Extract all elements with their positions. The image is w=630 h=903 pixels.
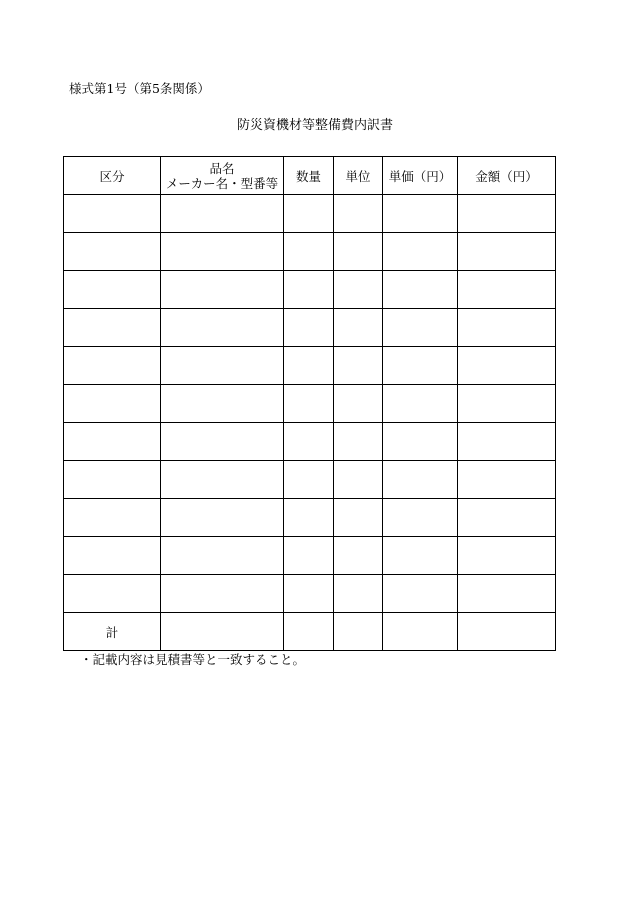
cell-quantity[interactable] [284, 195, 334, 233]
table-row [64, 309, 556, 347]
cell-category[interactable] [64, 385, 161, 423]
cell-category[interactable] [64, 233, 161, 271]
cell-item[interactable] [161, 271, 284, 309]
cell-unit[interactable] [334, 537, 383, 575]
expense-breakdown-table [63, 156, 556, 651]
cell-item[interactable] [161, 309, 284, 347]
cell-unit[interactable] [334, 385, 383, 423]
cell-unit[interactable] [334, 423, 383, 461]
cell-category[interactable] [64, 309, 161, 347]
cell-amount[interactable] [458, 347, 556, 385]
cell-unit-price[interactable] [383, 575, 458, 613]
cell-amount[interactable] [458, 537, 556, 575]
header-item-name-stack [161, 161, 283, 191]
table-header-row [64, 157, 556, 195]
cell-category[interactable] [64, 347, 161, 385]
total-row [64, 613, 556, 651]
cell-category[interactable] [64, 461, 161, 499]
table-row [64, 195, 556, 233]
cell-amount[interactable] [458, 499, 556, 537]
table-row [64, 271, 556, 309]
cell-unit-price[interactable] [383, 309, 458, 347]
total-cell-amount[interactable] [458, 613, 556, 651]
cell-quantity[interactable] [284, 271, 334, 309]
total-label: 計 [64, 613, 161, 651]
cell-unit-price[interactable] [383, 423, 458, 461]
cell-unit-price[interactable] [383, 385, 458, 423]
cell-category[interactable] [64, 575, 161, 613]
total-cell-quantity[interactable] [284, 613, 334, 651]
cell-unit-price[interactable] [383, 271, 458, 309]
cell-item[interactable] [161, 499, 284, 537]
header-unit: 単位 [334, 157, 383, 195]
cell-item[interactable] [161, 537, 284, 575]
table-row [64, 423, 556, 461]
cell-quantity[interactable] [284, 309, 334, 347]
table-row [64, 233, 556, 271]
cell-item[interactable] [161, 423, 284, 461]
cell-amount[interactable] [458, 461, 556, 499]
cell-item[interactable] [161, 347, 284, 385]
cell-item[interactable] [161, 461, 284, 499]
cell-unit[interactable] [334, 575, 383, 613]
cell-category[interactable] [64, 537, 161, 575]
footnote: ・記載内容は見積書等と一致すること。 [80, 652, 306, 667]
cell-quantity[interactable] [284, 347, 334, 385]
cell-amount[interactable] [458, 195, 556, 233]
table-row [64, 499, 556, 537]
header-category: 区分 [64, 157, 161, 195]
header-item-detail-line: メーカー名・型番等 [165, 175, 279, 191]
cell-item[interactable] [161, 385, 284, 423]
cell-amount[interactable] [458, 385, 556, 423]
header-item-name-line: 品名 [209, 160, 235, 176]
cell-unit-price[interactable] [383, 461, 458, 499]
form-number-label: 様式第1号（第5条関係） [69, 81, 210, 96]
table-row [64, 385, 556, 423]
table-row [64, 347, 556, 385]
cell-quantity[interactable] [284, 461, 334, 499]
cell-unit[interactable] [334, 233, 383, 271]
cell-unit[interactable] [334, 499, 383, 537]
total-cell-item [161, 613, 284, 651]
cell-unit[interactable] [334, 309, 383, 347]
cell-amount[interactable] [458, 271, 556, 309]
cell-category[interactable] [64, 499, 161, 537]
cell-item[interactable] [161, 233, 284, 271]
cell-unit[interactable] [334, 195, 383, 233]
cell-unit[interactable] [334, 347, 383, 385]
total-cell-unit[interactable] [334, 613, 383, 651]
cell-quantity[interactable] [284, 537, 334, 575]
cell-quantity[interactable] [284, 499, 334, 537]
cell-unit-price[interactable] [383, 499, 458, 537]
cell-item[interactable] [161, 575, 284, 613]
cell-quantity[interactable] [284, 385, 334, 423]
cell-category[interactable] [64, 195, 161, 233]
cell-amount[interactable] [458, 233, 556, 271]
table-row [64, 461, 556, 499]
document-title: 防災資機材等整備費内訳書 [236, 118, 393, 133]
table-row [64, 575, 556, 613]
table-row [64, 537, 556, 575]
cell-amount[interactable] [458, 423, 556, 461]
cell-quantity[interactable] [284, 575, 334, 613]
cell-unit-price[interactable] [383, 347, 458, 385]
cell-quantity[interactable] [284, 233, 334, 271]
cell-item[interactable] [161, 195, 284, 233]
cell-category[interactable] [64, 423, 161, 461]
cell-unit-price[interactable] [383, 195, 458, 233]
total-cell-unit-price[interactable] [383, 613, 458, 651]
cell-amount[interactable] [458, 575, 556, 613]
cell-unit-price[interactable] [383, 233, 458, 271]
header-item-name [161, 157, 284, 195]
header-quantity: 数量 [284, 157, 334, 195]
cell-unit[interactable] [334, 461, 383, 499]
cell-unit-price[interactable] [383, 537, 458, 575]
cell-amount[interactable] [458, 309, 556, 347]
header-amount: 金額（円） [458, 157, 556, 195]
table-body [64, 195, 556, 651]
header-unit-price: 単価（円） [383, 157, 458, 195]
cell-quantity[interactable] [284, 423, 334, 461]
cell-category[interactable] [64, 271, 161, 309]
cell-unit[interactable] [334, 271, 383, 309]
